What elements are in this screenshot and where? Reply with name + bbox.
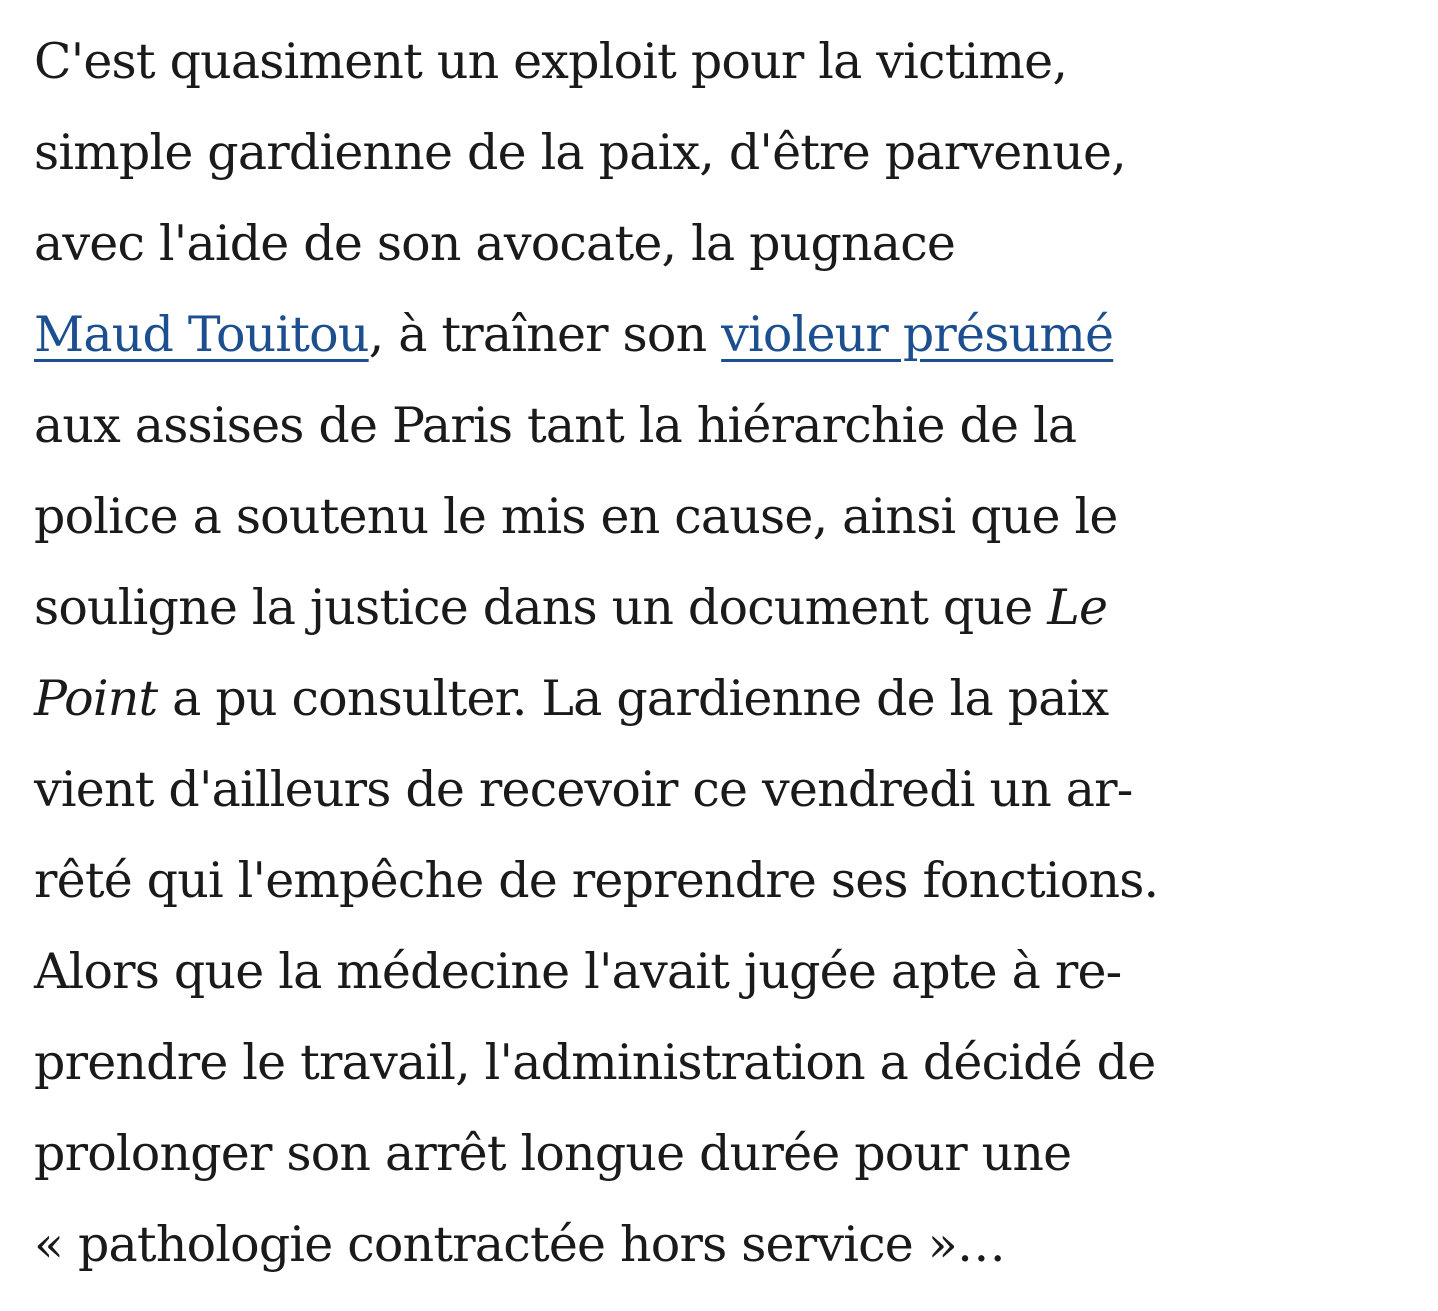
paragraph-line <box>34 1017 1155 1109</box>
paragraph-line <box>34 562 1107 654</box>
line-text: aux assises de Paris tant la hiérarchie de la <box>34 397 1077 454</box>
paragraph-line <box>34 1108 1071 1200</box>
line-text: rêté qui l'empêche de reprendre ses fonctions. <box>34 852 1159 909</box>
paragraph-line <box>34 653 1108 745</box>
paragraph-line <box>34 744 1133 836</box>
paragraph-line <box>34 16 1067 108</box>
paragraph-line <box>34 289 1113 381</box>
link-maud-touitou[interactable]: Maud Touitou <box>34 306 369 363</box>
line-text: prendre le travail, l'administration a décidé de <box>34 1034 1156 1091</box>
paragraph-line <box>34 107 1126 199</box>
line-text: a pu consulter. La gardienne de la paix <box>157 670 1109 727</box>
paragraph-line <box>34 198 955 290</box>
line-text: vient d'ailleurs de recevoir ce vendredi un ar- <box>34 761 1133 818</box>
line-text: , à traîner son <box>368 306 722 363</box>
publication-name: Point <box>34 670 158 727</box>
line-text: police a soutenu le mis en cause, ainsi que le <box>34 488 1118 545</box>
paragraph-line <box>34 926 1121 1018</box>
paragraph-line <box>34 471 1118 563</box>
paragraph-line <box>34 380 1076 472</box>
paragraph-line <box>34 835 1158 927</box>
line-text: souligne la justice dans un document que <box>34 579 1048 636</box>
line-text: simple gardienne de la paix, d'être parvenue, <box>34 124 1126 181</box>
publication-name: Le <box>1047 579 1108 636</box>
line-text: Alors que la médecine l'avait jugée apte à re- <box>34 943 1122 1000</box>
line-text: « pathologie contractée hors service »… <box>34 1216 1006 1273</box>
line-text: avec l'aide de son avocate, la pugnace <box>34 215 956 272</box>
paragraph-line <box>34 1199 1005 1291</box>
line-text: prolonger son arrêt longue durée pour une <box>34 1125 1072 1182</box>
line-text: C'est quasiment un exploit pour la victime, <box>34 33 1068 90</box>
link-violeur-presume[interactable]: violeur présumé <box>721 306 1114 363</box>
